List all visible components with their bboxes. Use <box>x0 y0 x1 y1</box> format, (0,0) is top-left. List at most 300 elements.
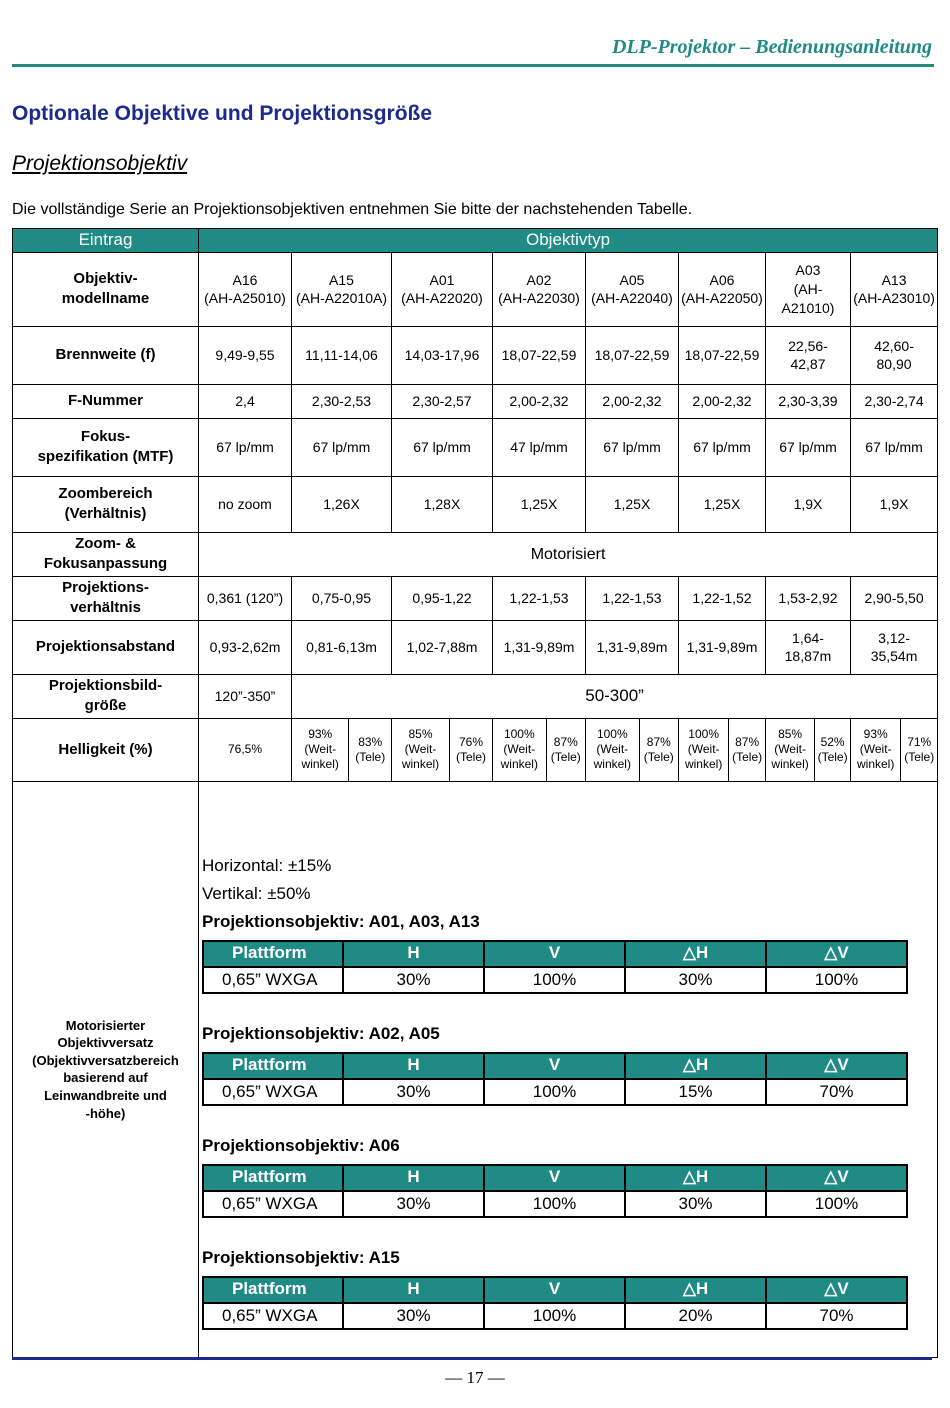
shift-cell: 70% <box>766 1303 907 1329</box>
shift-cell: 100% <box>484 1303 625 1329</box>
shift-col-header: Plattform <box>203 1053 343 1079</box>
cell-text: 67 lp/mm <box>693 438 751 455</box>
shift-col-header: △V <box>766 1165 907 1191</box>
cell-text: 1,9X <box>879 495 909 512</box>
shift-col-header: △H <box>625 1165 766 1191</box>
cell-text: 2,00-2,32 <box>602 392 662 409</box>
brightness-split <box>586 719 678 781</box>
shift-col-header: V <box>484 1277 625 1303</box>
cell-mtf <box>493 418 586 476</box>
cell-line: 100% <box>503 727 535 742</box>
cell-ratio <box>851 576 938 620</box>
cell-text: 2,4 <box>235 392 255 409</box>
cell-text: 0,95-1,22 <box>412 589 472 606</box>
cell-fnum <box>679 384 766 418</box>
brightness-wide <box>392 719 450 781</box>
shift-col-header: V <box>484 1053 625 1079</box>
cell-fnum <box>851 384 938 418</box>
cell-distance <box>766 620 851 674</box>
cell-line: 1,64- <box>792 629 824 646</box>
head-entry: Eintrag <box>13 229 199 253</box>
cell-line: Fokus- <box>80 428 131 446</box>
row-label-brightness <box>13 718 199 781</box>
cell-fnum <box>199 384 292 418</box>
cell-line: A03 <box>795 262 821 279</box>
cell-brightness <box>851 718 938 781</box>
brightness-tele <box>901 719 937 781</box>
document-header-title: DLP-Projektor – Bedienungsanleitung <box>611 36 932 58</box>
shift-table-row <box>203 1079 907 1105</box>
shift-col-header: H <box>343 941 484 967</box>
cell-line: 93% <box>308 727 333 742</box>
cell-focal <box>586 326 679 384</box>
footer-rule <box>12 1357 932 1360</box>
cell-line: Projektionsbild- <box>48 677 163 695</box>
cell-text: 2,00-2,32 <box>692 392 752 409</box>
cell-line: A05 <box>619 271 645 288</box>
cell-zoom <box>586 476 679 532</box>
cell-mtf <box>199 418 292 476</box>
imgsize-rest: 50-300” <box>585 685 644 705</box>
shift-cell: 0,65” WXGA <box>203 1303 343 1329</box>
cell-line: (Weit- <box>503 742 536 757</box>
cell-text: 67 lp/mm <box>603 438 661 455</box>
cell-fnum <box>766 384 851 418</box>
cell-line: basierend auf <box>63 1070 148 1086</box>
cell-text: 11,11-14,06 <box>305 346 378 363</box>
cell-line: Zoom- & <box>75 535 136 553</box>
shift-col-header: H <box>343 1277 484 1303</box>
cell-fnum <box>493 384 586 418</box>
cell-brightness <box>392 718 493 781</box>
shift-cell: 0,65” WXGA <box>203 1191 343 1217</box>
shift-cell: 100% <box>766 967 907 993</box>
cell-line: 83% <box>358 734 383 749</box>
cell-line: A21010) <box>781 299 835 316</box>
row-model <box>13 252 938 326</box>
shift-group-title: Projektionsobjektiv: A06 <box>202 1135 400 1155</box>
cell-line: spezifikation (MTF) <box>37 448 174 466</box>
cell-text: F-Nummer <box>67 392 143 410</box>
cell-line: (Weit- <box>859 742 892 757</box>
shift-table <box>202 1276 908 1330</box>
cell-line: 87% <box>735 734 760 749</box>
cell-ratio <box>493 576 586 620</box>
shift-cell: 100% <box>766 1191 907 1217</box>
cell-mtf <box>586 418 679 476</box>
cell-focal <box>766 326 851 384</box>
cell-adjust <box>199 532 938 576</box>
cell-line: 100% <box>596 727 628 742</box>
cell-line: (Tele) <box>817 749 848 764</box>
cell-zoom <box>851 476 938 532</box>
cell-focal <box>392 326 493 384</box>
cell-line: winkel) <box>593 757 631 772</box>
cell-text: 1,25X <box>613 495 651 512</box>
cell-text: 2,30-2,74 <box>864 392 924 409</box>
brightness-tele <box>815 719 850 781</box>
header-rule <box>12 64 934 67</box>
cell-imgsize-first <box>199 674 292 718</box>
shift-cell: 0,65” WXGA <box>203 967 343 993</box>
cell-line: A16 <box>232 271 258 288</box>
imgsize-first: 120”-350” <box>214 687 276 704</box>
intro-text: Die vollständige Serie an Projektionsobjektiven entnehmen Sie bitte der nachstehenden Tabelle. <box>12 201 693 218</box>
shift-col-header: H <box>343 1165 484 1191</box>
cell-text: 1,22-1,53 <box>509 589 569 606</box>
shift-table-row <box>203 967 907 993</box>
shift-group-title: Projektionsobjektiv: A15 <box>202 1247 400 1267</box>
cell-brightness <box>292 718 392 781</box>
cell-line: Motorisierter <box>65 1017 146 1033</box>
cell-text: 67 lp/mm <box>413 438 471 455</box>
cell-distance <box>493 620 586 674</box>
shift-vertical: Vertikal: ±50% <box>202 883 311 903</box>
brightness-tele <box>349 719 391 781</box>
cell-mtf <box>766 418 851 476</box>
shift-col-header: Plattform <box>203 1277 343 1303</box>
cell-line: 71% <box>907 734 932 749</box>
cell-distance <box>292 620 392 674</box>
adjust-value: Motorisiert <box>530 545 606 563</box>
cell-text: 1,31-9,89m <box>686 638 758 655</box>
cell-text: 1,22-1,53 <box>602 589 662 606</box>
brightness-split <box>292 719 391 781</box>
shift-cell: 20% <box>625 1303 766 1329</box>
shift-cell: 30% <box>343 1191 484 1217</box>
brightness-split <box>392 719 492 781</box>
cell-text: 1,28X <box>423 495 461 512</box>
brightness-wide <box>679 719 729 781</box>
cell-line: (AH-A25010) <box>204 290 286 307</box>
shift-table-head <box>203 1053 907 1079</box>
cell-text: 2,90-5,50 <box>864 589 924 606</box>
shift-table <box>202 1052 908 1106</box>
cell-ratio <box>586 576 679 620</box>
cell-line: A13 <box>881 271 907 288</box>
cell-focal <box>851 326 938 384</box>
cell-text: 1,02-7,88m <box>406 638 478 655</box>
row-label-fnum <box>13 384 199 418</box>
cell-line: (AH-A22020) <box>401 290 483 307</box>
cell-line: winkel) <box>857 757 895 772</box>
cell-text: Helligkeit (%) <box>58 740 153 758</box>
shift-content <box>199 782 937 1330</box>
shift-cell: 30% <box>343 1303 484 1329</box>
shift-cell: 30% <box>343 1079 484 1105</box>
cell-zoom <box>292 476 392 532</box>
cell-line: Projektions- <box>62 579 149 597</box>
cell-focal <box>493 326 586 384</box>
cell-line: 18,87m <box>784 648 832 665</box>
cell-line: Fokusanpassung <box>43 555 168 573</box>
cell-text: 67 lp/mm <box>216 438 274 455</box>
shift-table-row <box>203 1303 907 1329</box>
row-label-model <box>13 252 199 326</box>
cell-line: (Weit- <box>596 742 629 757</box>
shift-group-title: Projektionsobjektiv: A02, A05 <box>202 1023 440 1043</box>
brightness-tele <box>546 719 585 781</box>
cell-distance <box>392 620 493 674</box>
head-lens-type: Objektivtyp <box>199 229 938 253</box>
cell-mtf <box>679 418 766 476</box>
cell-text: 1,9X <box>793 495 823 512</box>
cell-line: (Verhältnis) <box>64 505 147 523</box>
cell-zoom <box>199 476 292 532</box>
cell-text: 67 lp/mm <box>865 438 923 455</box>
cell-text: 2,30-3,39 <box>778 392 838 409</box>
cell-mtf <box>392 418 493 476</box>
row-label-ratio <box>13 576 199 620</box>
table-head-row <box>13 229 938 253</box>
shift-col-header: △V <box>766 1277 907 1303</box>
shift-col-header: Plattform <box>203 1165 343 1191</box>
cell-text: 1,22-1,52 <box>692 589 752 606</box>
cell-text: 67 lp/mm <box>312 438 371 455</box>
row-label-adjust <box>13 532 199 576</box>
cell-brightness <box>586 718 679 781</box>
cell-mtf <box>292 418 392 476</box>
row-imgsize <box>13 674 938 718</box>
shift-table-row <box>203 1191 907 1217</box>
cell-line: (Weit- <box>404 742 437 757</box>
row-label-imgsize <box>13 674 199 718</box>
row-zoom <box>13 476 938 532</box>
row-adjust <box>13 532 938 576</box>
shift-col-header: H <box>343 1053 484 1079</box>
cell-line: Objektivversatz <box>57 1035 154 1051</box>
cell-model <box>493 252 586 326</box>
cell-line: größe <box>84 697 127 715</box>
cell-line: A06 <box>709 271 735 288</box>
brightness-wide <box>766 719 815 781</box>
cell-line: (Tele) <box>732 749 763 764</box>
page-number: — 17 — <box>445 1368 505 1387</box>
shift-cell: 30% <box>625 967 766 993</box>
cell-line: 93% <box>863 727 888 742</box>
shift-group-title: Projektionsobjektiv: A01, A03, A13 <box>202 911 480 931</box>
cell-line: winkel) <box>401 757 440 772</box>
row-distance <box>13 620 938 674</box>
cell-line: 85% <box>778 727 803 742</box>
cell-zoom <box>679 476 766 532</box>
cell-line: 76% <box>458 734 484 749</box>
brightness-tele <box>450 719 493 781</box>
cell-line: winkel) <box>771 757 809 772</box>
cell-line: (Tele) <box>643 749 674 764</box>
cell-model <box>392 252 493 326</box>
brightness-split <box>493 719 585 781</box>
row-fnum <box>13 384 938 418</box>
brightness-wide <box>851 719 901 781</box>
cell-line: A15 <box>329 271 354 288</box>
cell-text: 18,07-22,59 <box>501 346 577 363</box>
cell-line: 85% <box>408 727 433 742</box>
cell-line: modellname <box>61 290 150 308</box>
row-label-distance <box>13 620 199 674</box>
cell-line: Leinwandbreite und <box>44 1087 167 1103</box>
lens-spec-table <box>12 228 938 1358</box>
cell-text: 2,30-2,53 <box>311 392 372 409</box>
cell-ratio <box>199 576 292 620</box>
shift-col-header: Plattform <box>203 941 343 967</box>
cell-ratio <box>292 576 392 620</box>
cell-line: Zoombereich <box>58 485 153 503</box>
cell-line: (Tele) <box>355 749 386 764</box>
cell-line: 35,54m <box>870 648 918 665</box>
cell-line: (AH- <box>793 280 823 297</box>
shift-col-header: △H <box>625 1277 766 1303</box>
cell-model <box>292 252 392 326</box>
row-label-zoom <box>13 476 199 532</box>
cell-line: (AH-A22030) <box>498 290 580 307</box>
cell-zoom <box>493 476 586 532</box>
shift-table-head <box>203 941 907 967</box>
cell-text: 0,93-2,62m <box>209 638 281 655</box>
cell-brightness-first <box>199 718 292 781</box>
cell-line: 52% <box>820 734 845 749</box>
cell-text: 9,49-9,55 <box>215 346 275 363</box>
cell-fnum <box>392 384 493 418</box>
shift-table <box>202 940 908 994</box>
cell-mtf <box>851 418 938 476</box>
cell-ratio <box>766 576 851 620</box>
shift-cell: 70% <box>766 1079 907 1105</box>
cell-line: 42,87 <box>790 356 826 373</box>
shift-table <box>202 1164 908 1218</box>
cell-text: 67 lp/mm <box>779 438 837 455</box>
row-focal <box>13 326 938 384</box>
shift-col-header: △H <box>625 1053 766 1079</box>
shift-cell: 15% <box>625 1079 766 1105</box>
cell-line: A01 <box>429 271 455 288</box>
shift-table-head <box>203 1277 907 1303</box>
shift-col-header: V <box>484 1165 625 1191</box>
cell-text: 2,30-2,57 <box>412 392 472 409</box>
cell-imgsize-rest <box>292 674 938 718</box>
cell-line: 80,90 <box>876 356 912 373</box>
cell-focal <box>292 326 392 384</box>
cell-zoom <box>766 476 851 532</box>
cell-line: 3,12- <box>878 629 910 646</box>
cell-distance <box>679 620 766 674</box>
brightness-tele <box>639 719 678 781</box>
brightness-tele <box>729 719 765 781</box>
cell-text: 1,31-9,89m <box>596 638 668 655</box>
cell-fnum <box>586 384 679 418</box>
cell-brightness <box>679 718 766 781</box>
shift-table-head <box>203 1165 907 1191</box>
cell-line: (Objektivversatzbereich <box>32 1052 179 1068</box>
cell-brightness <box>493 718 586 781</box>
cell-line: 87% <box>553 734 578 749</box>
cell-line: winkel) <box>301 757 339 772</box>
shift-col-header: △V <box>766 941 907 967</box>
section-title: Optionale Objektive und Projektionsgröße <box>12 102 433 125</box>
brightness-split <box>766 719 850 781</box>
shift-cell: 100% <box>484 967 625 993</box>
cell-line: verhältnis <box>70 599 141 617</box>
shift-cell: 100% <box>484 1079 625 1105</box>
row-shift <box>13 781 938 1357</box>
cell-ratio <box>679 576 766 620</box>
cell-line: (Weit- <box>304 742 337 757</box>
cell-model <box>199 252 292 326</box>
shift-cell: 100% <box>484 1191 625 1217</box>
cell-text: 1,26X <box>323 495 360 512</box>
cell-model <box>679 252 766 326</box>
brightness-split <box>679 719 765 781</box>
cell-text: Projektionsabstand <box>35 638 176 656</box>
cell-line: Objektiv- <box>73 270 138 288</box>
cell-text: 47 lp/mm <box>510 438 568 455</box>
cell-text: 0,81-6,13m <box>306 638 377 655</box>
cell-text: no zoom <box>218 495 272 512</box>
cell-text: 1,31-9,89m <box>503 638 575 655</box>
row-ratio <box>13 576 938 620</box>
cell-text: 2,00-2,32 <box>509 392 569 409</box>
cell-text: 18,07-22,59 <box>684 346 760 363</box>
row-label-focal <box>13 326 199 384</box>
cell-line: A02 <box>526 271 552 288</box>
cell-model <box>586 252 679 326</box>
shift-cell: 30% <box>625 1191 766 1217</box>
shift-col-header: △V <box>766 1053 907 1079</box>
cell-line: (Tele) <box>455 749 486 764</box>
brightness-wide <box>493 719 546 781</box>
shift-cell: 30% <box>343 967 484 993</box>
cell-line: (Tele) <box>904 749 935 764</box>
cell-distance <box>586 620 679 674</box>
cell-line: (AH-A22050) <box>681 290 763 307</box>
cell-brightness <box>766 718 851 781</box>
cell-zoom <box>392 476 493 532</box>
cell-line: 22,56- <box>788 337 828 354</box>
cell-line: (Weit- <box>774 742 806 757</box>
row-brightness <box>13 718 938 781</box>
cell-text: 1,25X <box>703 495 741 512</box>
cell-fnum <box>292 384 392 418</box>
cell-text: Brennweite (f) <box>55 346 156 364</box>
cell-text: 0,361 (120”) <box>206 589 284 606</box>
cell-line: (Weit- <box>687 742 720 757</box>
cell-line: winkel) <box>500 757 538 772</box>
cell-model <box>766 252 851 326</box>
row-mtf <box>13 418 938 476</box>
brightness-wide <box>586 719 639 781</box>
cell-line: (Tele) <box>550 749 581 764</box>
brightness-wide <box>292 719 349 781</box>
shift-col-header: △H <box>625 941 766 967</box>
cell-ratio <box>392 576 493 620</box>
cell-focal <box>199 326 292 384</box>
cell-line: -höhe) <box>85 1105 126 1121</box>
cell-line: (AH-A22040) <box>591 290 673 307</box>
cell-text: 14,03-17,96 <box>404 346 480 363</box>
shift-horizontal: Horizontal: ±15% <box>202 855 332 875</box>
cell-line: winkel) <box>684 757 723 772</box>
cell-text: 0,75-0,95 <box>311 589 372 606</box>
shift-col-header: V <box>484 941 625 967</box>
row-label-shift <box>13 781 199 1357</box>
brightness-first: 76,5% <box>227 742 263 757</box>
cell-line: 42,60- <box>874 337 914 354</box>
cell-line: 87% <box>646 734 671 749</box>
cell-text: 1,53-2,92 <box>778 589 838 606</box>
cell-line: (AH-A23010) <box>853 290 935 307</box>
cell-text: 1,25X <box>520 495 558 512</box>
brightness-split <box>851 719 937 781</box>
